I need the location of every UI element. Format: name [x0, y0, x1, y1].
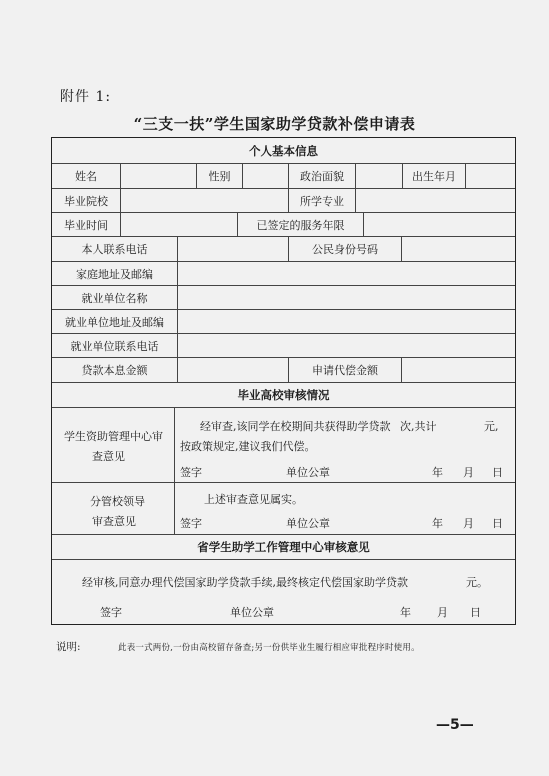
field-birth[interactable] — [466, 164, 514, 188]
province-seal: 单位公章 — [230, 606, 274, 619]
note-label: 说明: — [56, 641, 81, 653]
field-phone[interactable] — [178, 237, 288, 261]
label-employer: 就业单位名称 — [81, 291, 148, 305]
note-text: 此表一式两份,一份由高校留存备查;另一份供毕业生履行相应审批程序时使用。 — [118, 643, 420, 653]
center-text-a: 经审查,该同学在校期间共获得助学贷款 — [200, 420, 391, 433]
field-id-no[interactable] — [402, 237, 514, 261]
label-school: 毕业院校 — [64, 194, 108, 208]
label-major: 所学专业 — [300, 194, 344, 208]
row-phone — [52, 237, 515, 262]
center-month: 月 — [463, 466, 474, 479]
label-employer-address: 就业单位地址及邮编 — [65, 315, 164, 329]
center-seal: 单位公章 — [286, 466, 330, 479]
row-province-review — [52, 560, 515, 624]
row-address — [52, 262, 515, 286]
label-grad-time: 毕业时间 — [64, 218, 108, 232]
row-center-review — [52, 408, 515, 483]
page-number: —5— — [436, 717, 474, 733]
row-name — [52, 164, 515, 189]
label-address: 家庭地址及邮编 — [76, 267, 153, 281]
province-text-b: 元。 — [466, 576, 488, 589]
center-text-c: 元, — [484, 420, 499, 433]
field-political[interactable] — [356, 164, 402, 188]
leader-label-line1: 分管校领导 — [90, 495, 145, 508]
field-employer-phone[interactable] — [178, 334, 514, 357]
leader-year: 年 — [432, 517, 443, 530]
field-gender[interactable] — [243, 164, 288, 188]
leader-sign: 签字 — [180, 517, 202, 530]
field-major[interactable] — [356, 189, 514, 212]
row-loan — [52, 358, 515, 383]
province-year: 年 — [400, 606, 411, 619]
label-name: 姓名 — [75, 170, 97, 183]
leader-label-line2: 审查意见 — [92, 515, 136, 528]
center-sign: 签字 — [180, 466, 202, 479]
label-gender: 性别 — [208, 170, 231, 183]
label-apply-amount: 申请代偿金额 — [312, 364, 378, 377]
section-school-review — [52, 383, 515, 408]
center-day: 日 — [492, 466, 503, 479]
row-employer — [52, 286, 515, 310]
province-day: 日 — [470, 606, 481, 619]
section-province-review — [52, 535, 515, 560]
center-text-b: 次,共计 — [400, 420, 437, 433]
leader-text: 上述审查意见属实。 — [204, 493, 303, 506]
center-year: 年 — [432, 466, 443, 479]
center-label-line2: 查意见 — [92, 450, 125, 463]
section-province-title: 省学生助学工作管理中心审核意见 — [197, 540, 370, 554]
leader-day: 日 — [492, 517, 503, 530]
field-employer[interactable] — [178, 286, 514, 309]
province-text-a: 经审核,同意办理代偿国家助学贷款手续,最终核定代偿国家助学贷款 — [82, 576, 408, 589]
label-id-no: 公民身份号码 — [312, 243, 378, 256]
row-school — [52, 189, 515, 213]
section-basic-info — [52, 138, 515, 164]
field-apply-amount[interactable] — [402, 358, 514, 382]
field-grad-time[interactable] — [121, 213, 237, 236]
label-birth: 出生年月 — [412, 170, 456, 183]
row-employer-address — [52, 310, 515, 334]
attachment-label: 附件 1: — [60, 89, 112, 105]
field-name[interactable] — [121, 164, 196, 188]
label-service-years: 已签定的服务年限 — [256, 218, 345, 232]
field-loan-total[interactable] — [178, 358, 288, 382]
label-phone: 本人联系电话 — [81, 243, 148, 256]
field-address[interactable] — [178, 262, 514, 285]
field-service-years[interactable] — [364, 213, 514, 236]
label-employer-phone: 就业单位联系电话 — [70, 339, 159, 353]
center-text-line2: 按政策规定,建议我们代偿。 — [180, 440, 316, 453]
field-employer-address[interactable] — [178, 310, 514, 333]
field-school[interactable] — [121, 189, 288, 212]
section-school-title: 毕业高校审核情况 — [237, 388, 330, 402]
row-leader-review — [52, 483, 515, 535]
section-basic-title: 个人基本信息 — [249, 143, 318, 158]
leader-seal: 单位公章 — [286, 517, 330, 530]
center-label-line1: 学生资助管理中心审 — [64, 430, 163, 443]
leader-month: 月 — [463, 517, 474, 530]
province-sign: 签字 — [100, 606, 122, 619]
row-grad-time — [52, 213, 515, 237]
row-employer-phone — [52, 334, 515, 358]
application-form-table — [51, 137, 516, 625]
form-title: “三支一扶”学生国家助学贷款补偿申请表 — [133, 115, 416, 133]
label-loan-total: 贷款本息金额 — [81, 364, 148, 377]
province-month: 月 — [437, 606, 448, 619]
label-political: 政治面貌 — [300, 170, 344, 183]
